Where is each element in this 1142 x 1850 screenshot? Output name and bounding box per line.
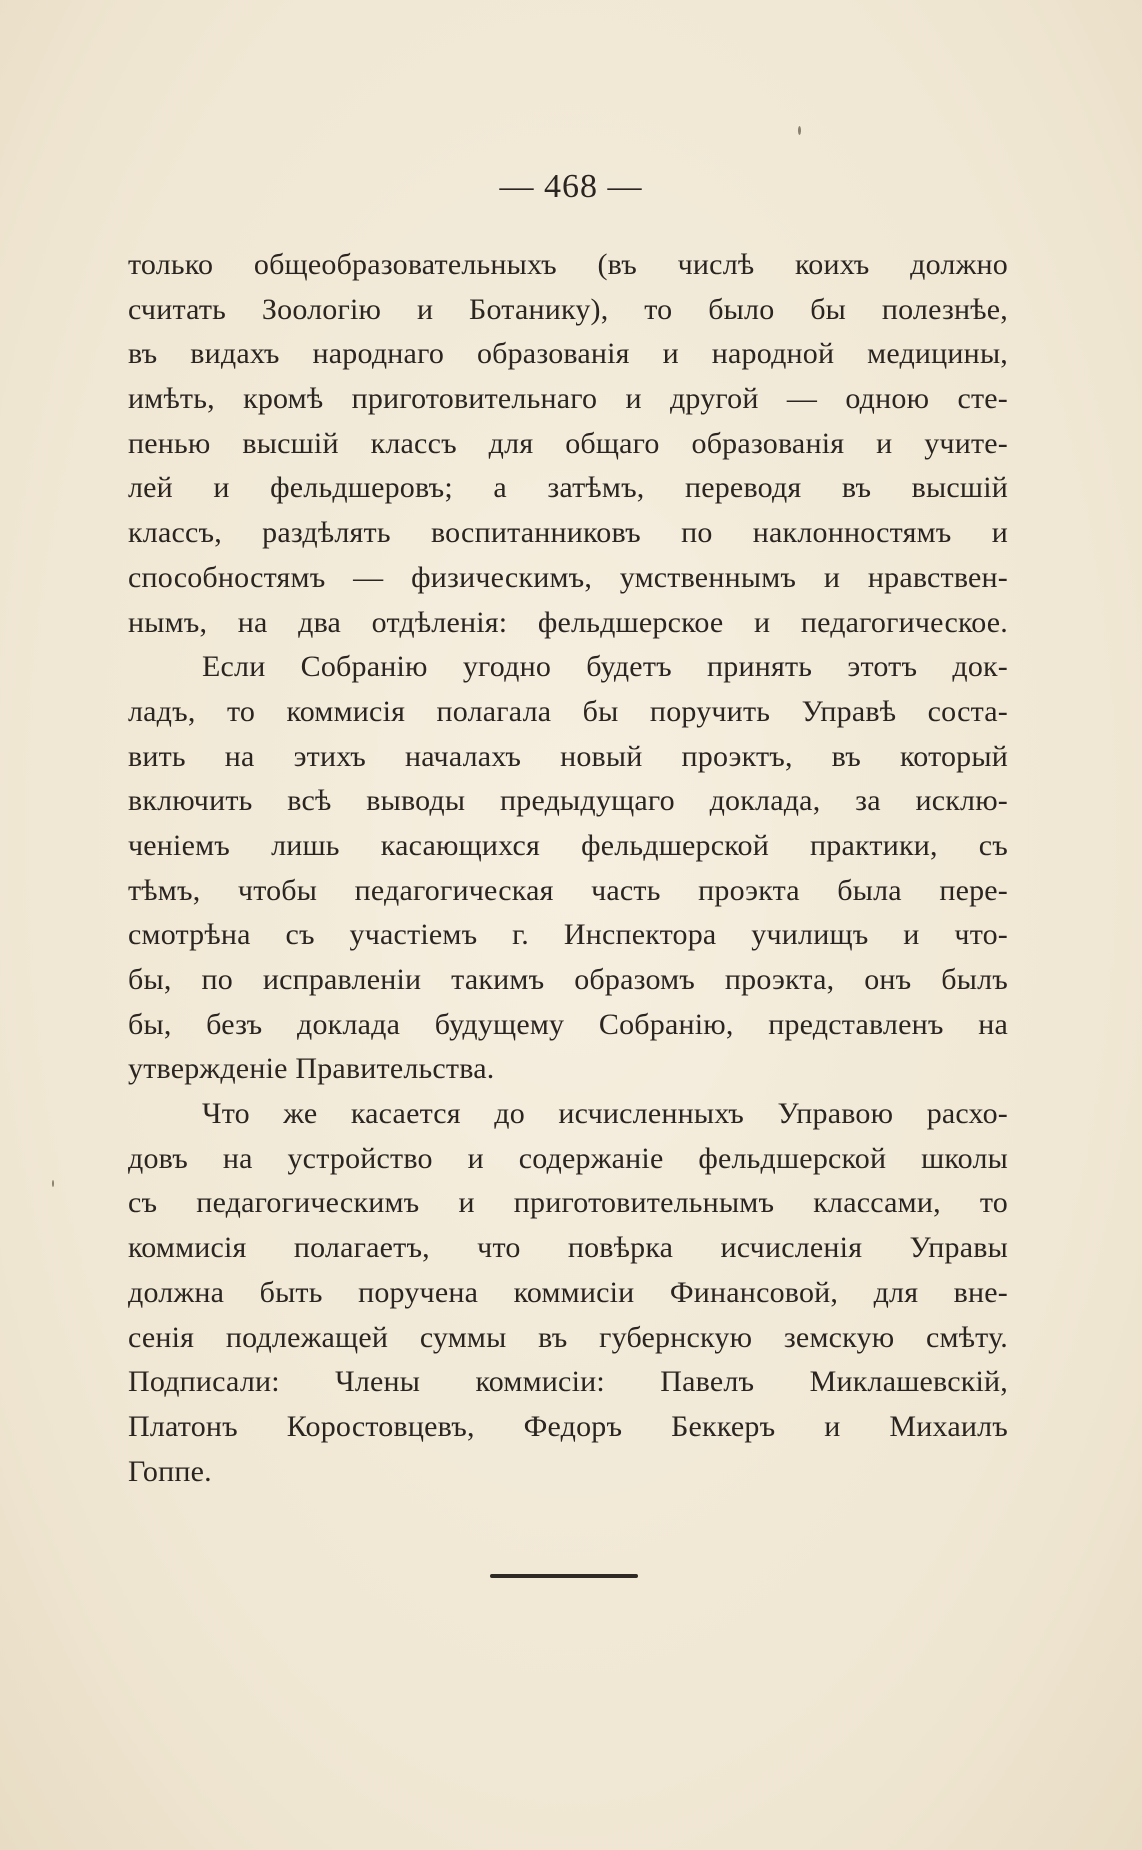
paper-speck: [798, 126, 801, 135]
text-line: включить всѣ выводы предыдущаго доклада, за исклю-: [128, 784, 1008, 818]
paper-speck: [52, 1180, 54, 1187]
text-line: утвержденіе Правительства.: [128, 1052, 495, 1086]
page-number: — 468 —: [499, 168, 643, 205]
text-line: нымъ, на два отдѣленія: фельдшерское и педагогическое.: [128, 605, 1008, 639]
text-line: только общеобразовательныхъ (въ числѣ коихъ должно: [128, 248, 1008, 281]
text-line: смотрѣна съ участіемъ г. Инспектора училищъ и что-: [128, 918, 1008, 952]
end-rule: [490, 1574, 638, 1578]
text-line: считать Зоологію и Ботанику), то было бы полезнѣе,: [128, 292, 1008, 326]
text-line: Подписали: Члены коммисіи: Павелъ Миклашевскій,: [128, 1365, 1008, 1399]
text-line: бы, безъ доклада будущему Собранію, представленъ на: [128, 1007, 1008, 1041]
text-line: имѣть, кромѣ приготовительнаго и другой — одною сте-: [128, 382, 1008, 416]
text-line: ченіемъ лишь касающихся фельдшерской практики, съ: [128, 828, 1008, 862]
text-line: пенью высшій классъ для общаго образованія и учите-: [128, 426, 1008, 460]
text-line: Платонъ Коростовцевъ, Федоръ Беккеръ и Михаилъ: [128, 1409, 1008, 1443]
text-line: съ педагогическимъ и приготовительнымъ классами, то: [128, 1186, 1008, 1220]
body-text: [128, 243, 1008, 1494]
text-line: классъ, раздѣлять воспитанниковъ по наклонностямъ и: [128, 516, 1008, 550]
text-line: коммисія полагаетъ, что повѣрка исчисленія Управы: [128, 1231, 1008, 1265]
text-line: Что же касается до исчисленныхъ Управою расхо-: [202, 1097, 1008, 1131]
text-line: способностямъ — физическимъ, умственнымъ и нравствен-: [128, 560, 1008, 594]
text-line: въ видахъ народнаго образованія и народной медицины,: [128, 337, 1008, 371]
text-line: бы, по исправленіи такимъ образомъ проэкта, онъ былъ: [128, 963, 1008, 996]
text-line: лей и фельдшеровъ; а затѣмъ, переводя въ высшій: [128, 471, 1008, 505]
text-line: тѣмъ, чтобы педагогическая часть проэкта была пере-: [128, 873, 1008, 907]
text-line: ладъ, то коммисія полагала бы поручить Управѣ соста-: [128, 694, 1008, 728]
text-line: довъ на устройство и содержаніе фельдшерской школы: [128, 1141, 1008, 1175]
text-line: должна быть поручена коммисіи Финансовой, для вне-: [128, 1275, 1008, 1309]
text-line: Гоппе.: [128, 1454, 212, 1488]
text-line: сенія подлежащей суммы въ губернскую земскую смѣту.: [128, 1320, 1008, 1354]
text-line: вить на этихъ началахъ новый проэктъ, въ который: [128, 739, 1008, 773]
text-line: Если Собранію угодно будетъ принять этотъ док-: [202, 650, 1008, 684]
